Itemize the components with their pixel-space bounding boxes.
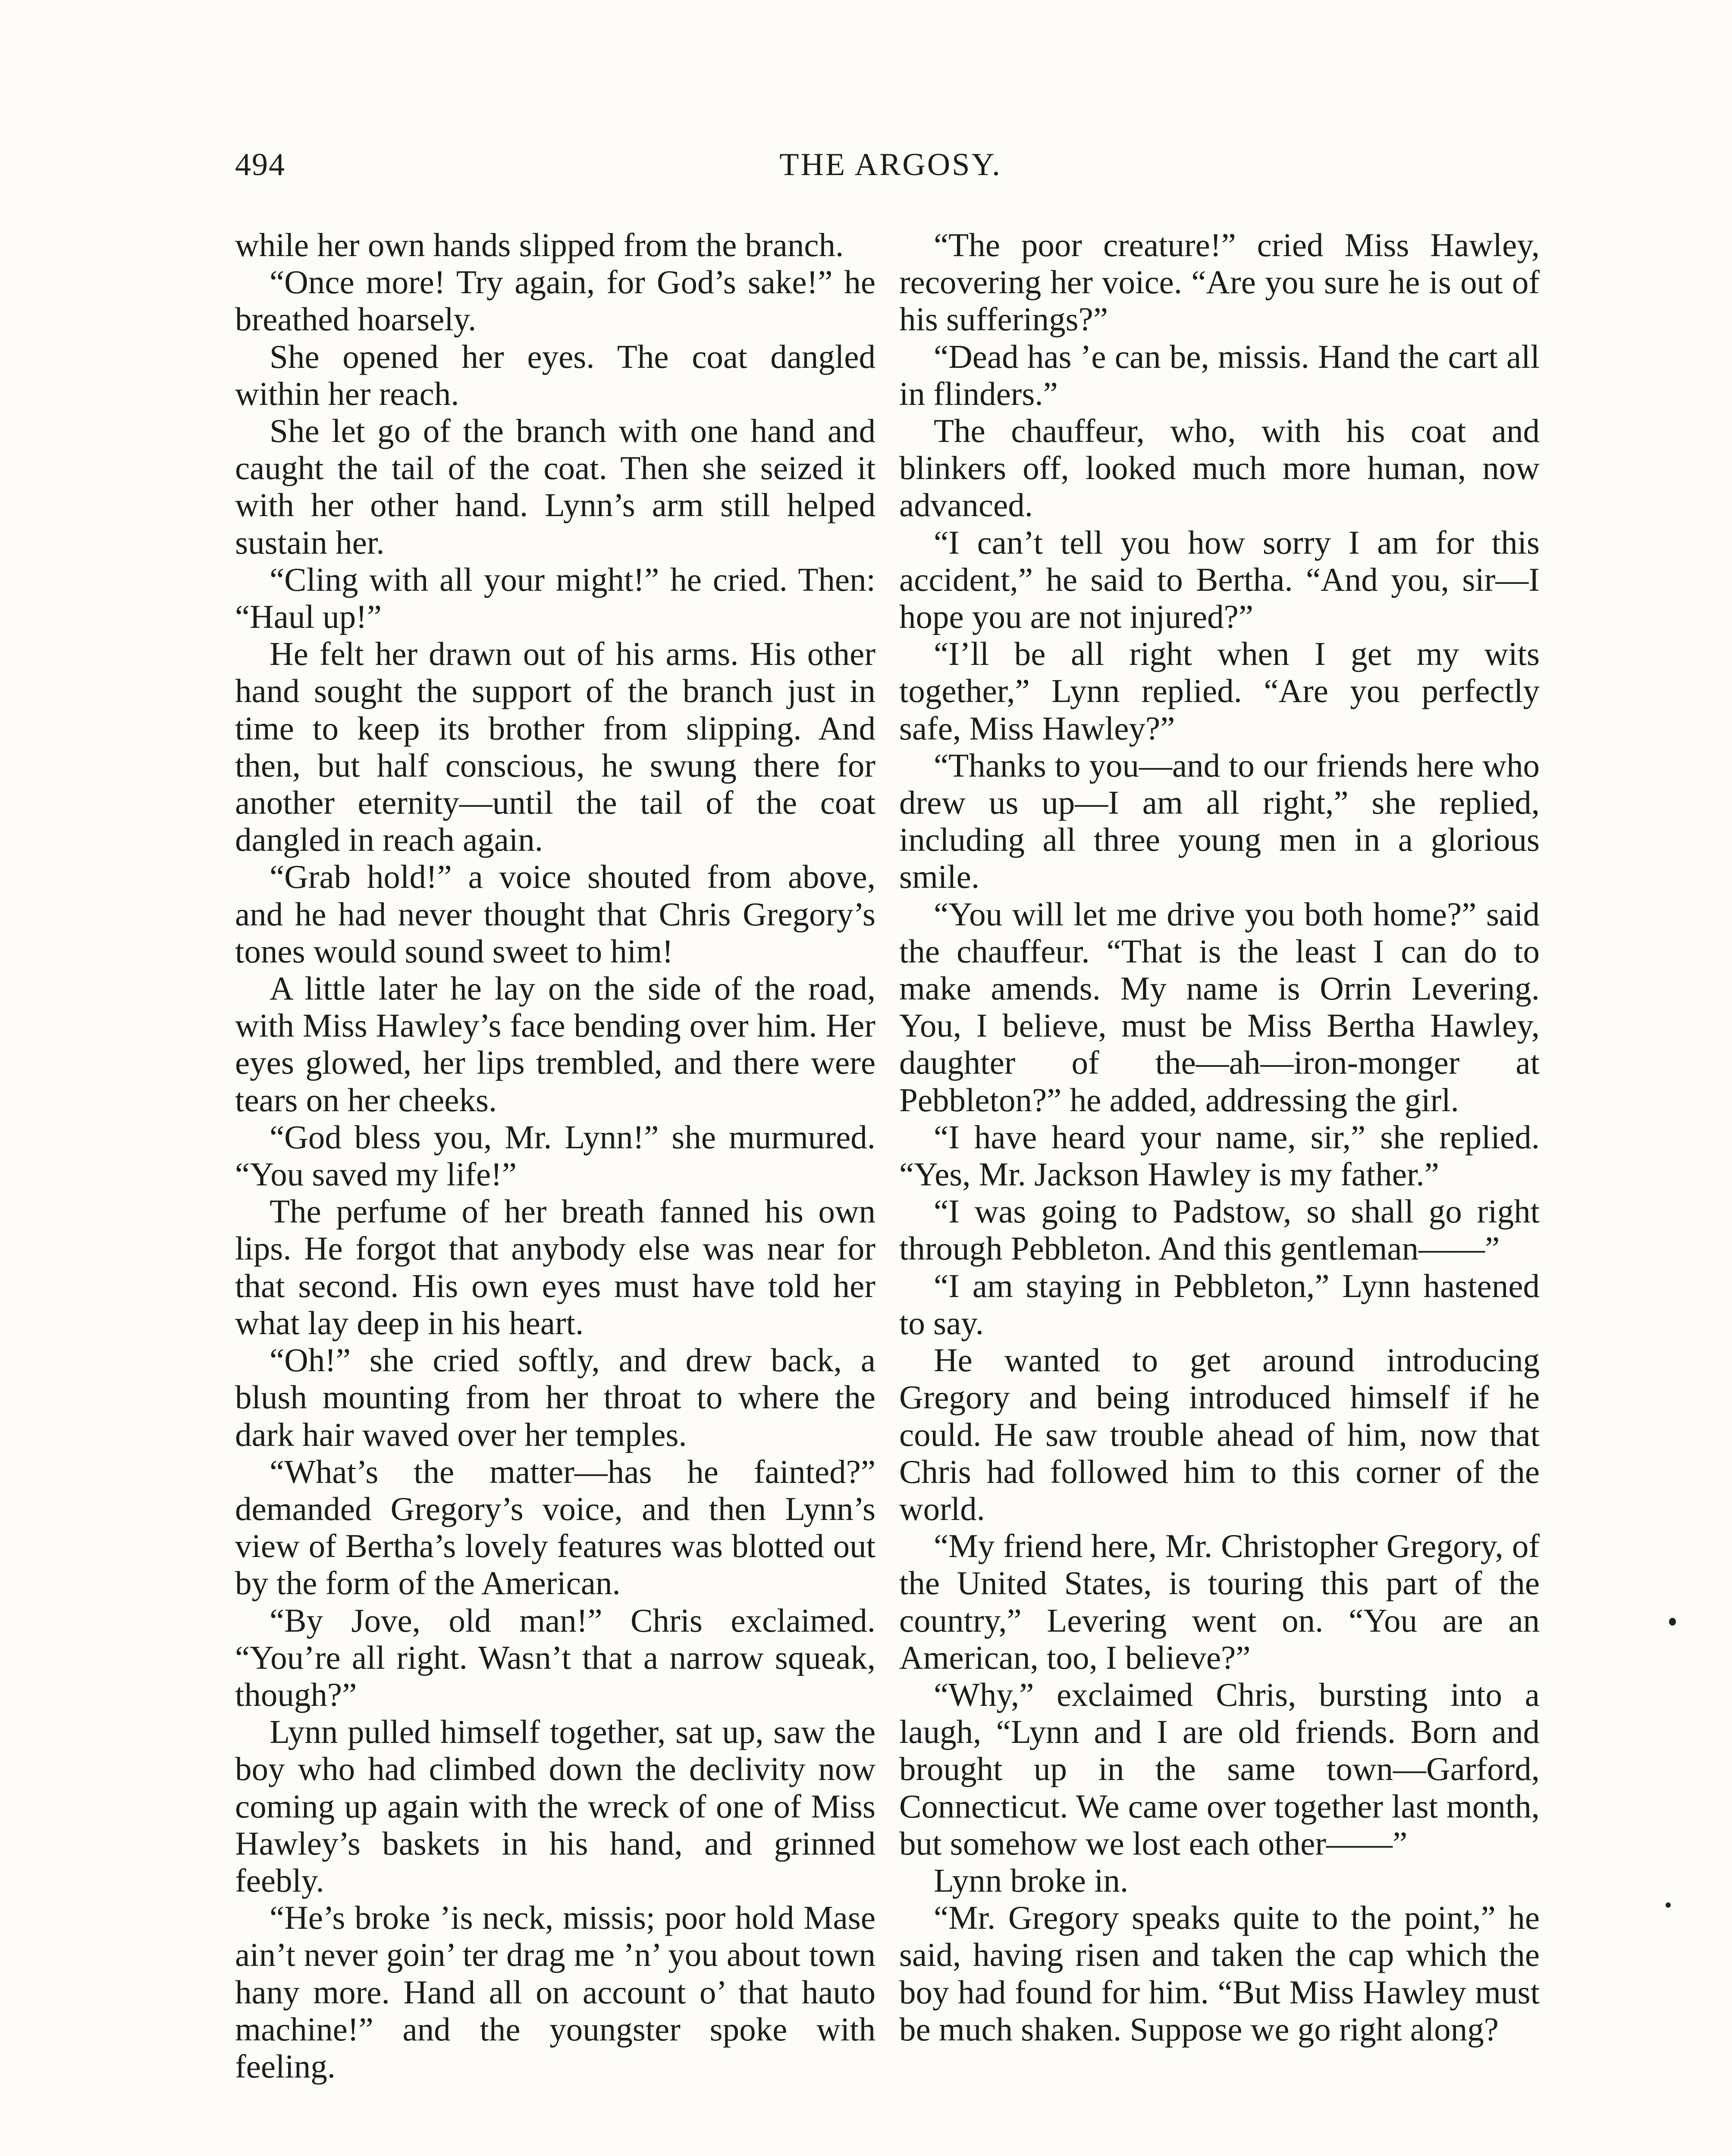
paragraph: “Oh!” she cried softly, and drew back, a blush mounting from her throat to where the dark hair waved over her temples. xyxy=(235,1341,875,1453)
paragraph: She opened her eyes. The coat dangled within her reach. xyxy=(235,338,875,412)
paragraph: The perfume of her breath fanned his own lips. He forgot that anybody else was near for that second. His own eyes must have told her what lay deep in his heart. xyxy=(235,1193,875,1341)
running-title: THE ARGOSY. xyxy=(779,147,1002,182)
paragraph: Lynn pulled himself together, sat up, saw the boy who had climbed down the declivity now coming up again with the wreck of one of Miss Hawley’s baskets in his hand, and grinned feebly. xyxy=(235,1713,875,1899)
paragraph: “Grab hold!” a voice shouted from above, and he had never thought that Chris Gregory’s tones would sound sweet to him! xyxy=(235,858,875,970)
paragraph: “I was going to Padstow, so shall go right through Pebbleton. And this gentleman——” xyxy=(899,1193,1540,1267)
paragraph: He felt her drawn out of his arms. His other hand sought the support of the branch just in time to keep its brother from slipping. And then, but half conscious, he swung there for another eternity—until the tail of the coat dangled in reach again. xyxy=(235,635,875,859)
right-column xyxy=(899,226,1540,2048)
paragraph: “Dead has ’e can be, missis. Hand the cart all in flinders.” xyxy=(899,338,1540,412)
page-number: 494 xyxy=(235,147,286,182)
paragraph: “I’ll be all right when I get my wits together,” Lynn replied. “Are you perfectly safe, Miss Hawley?” xyxy=(899,635,1540,747)
paragraph: “Mr. Gregory speaks quite to the point,” he said, having risen and taken the cap which the boy had found for him. “But Miss Hawley must be much shaken. Suppose we go right along? xyxy=(899,1899,1540,2048)
scan-speck xyxy=(1669,1618,1676,1626)
paragraph: Lynn broke in. xyxy=(934,1861,1129,1899)
paragraph: He wanted to get around introducing Gregory and being introduced himself if he could. He saw trouble ahead of him, now that Chris had followed him to this corner of the world. xyxy=(899,1341,1540,1527)
paragraph: “My friend here, Mr. Christopher Gregory, of the United States, is touring this part of the country,” Levering went on. “You are an American, too, I believe?” xyxy=(899,1527,1540,1676)
paragraph: “I have heard your name, sir,” she replied. “Yes, Mr. Jackson Hawley is my father.” xyxy=(899,1118,1540,1193)
paragraph: “God bless you, Mr. Lynn!” she murmured. “You saved my life!” xyxy=(235,1118,875,1193)
paragraph: “Thanks to you—and to our friends here who drew us up—I am all right,” she replied, including all three young men in a glorious smile. xyxy=(899,746,1540,896)
paragraph: “Once more! Try again, for God’s sake!” he breathed hoarsely. xyxy=(235,263,875,338)
paragraph: “The poor creature!” cried Miss Hawley, recovering her voice. “Are you sure he is out of his sufferings?” xyxy=(899,226,1540,338)
paragraph: A little later he lay on the side of the road, with Miss Hawley’s face bending over him. Her eyes glowed, her lips trembled, and there were tears on her cheeks. xyxy=(235,970,875,1119)
paragraph: She let go of the branch with one hand and caught the tail of the coat. Then she seized it with her other hand. Lynn’s arm still helped sustain her. xyxy=(235,412,875,561)
running-header xyxy=(235,147,1546,198)
paragraph: “I am staying in Pebbleton,” Lynn hastened to say. xyxy=(899,1267,1540,1341)
paragraph: “Cling with all your might!” he cried. Then: “Haul up!” xyxy=(235,561,875,636)
paragraph: “By Jove, old man!” Chris exclaimed. “You’re all right. Wasn’t that a narrow squeak, though?” xyxy=(235,1601,875,1713)
paragraph: while her own hands slipped from the branch. xyxy=(235,226,844,263)
scan-speck xyxy=(1666,1902,1671,1908)
paragraph: The chauffeur, who, with his coat and blinkers off, looked much more human, now advanced. xyxy=(899,412,1540,524)
paragraph: “What’s the matter—has he fainted?” demanded Gregory’s voice, and then Lynn’s view of Bertha’s lovely features was blotted out by the form of the American. xyxy=(235,1453,875,1602)
paragraph: “I can’t tell you how sorry I am for this accident,” he said to Bertha. “And you, sir—I hope you are not injured?” xyxy=(899,523,1540,636)
paragraph: “Why,” exclaimed Chris, bursting into a laugh, “Lynn and I are old friends. Born and brought up in the same town—Garford, Connecticut. We came over together last month, but somehow we lost each other——” xyxy=(899,1676,1540,1862)
paragraph: “You will let me drive you both home?” said the chauffeur. “That is the least I can do to make amends. My name is Orrin Levering. You, I believe, must be Miss Bertha Hawley, daughter of the—ah—iron-monger at Pebbleton?” he added, addressing the girl. xyxy=(899,895,1540,1119)
left-column xyxy=(235,226,875,2085)
paragraph: “He’s broke ’is neck, missis; poor hold Mase ain’t never goin’ ter drag me ’n’ you about town hany more. Hand all on account o’ that hauto machine!” and the youngster spoke with feeling. xyxy=(235,1899,875,2085)
